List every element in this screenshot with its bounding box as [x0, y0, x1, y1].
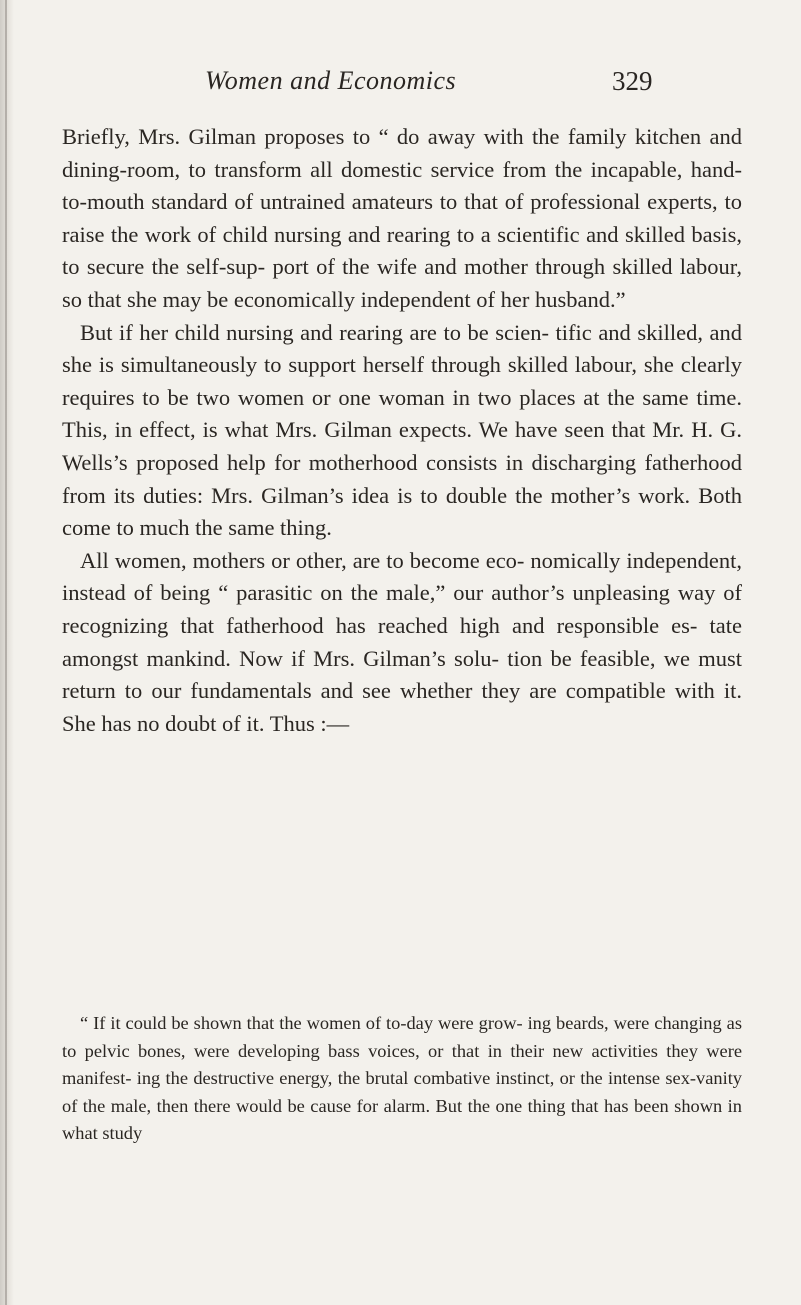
paragraph: But if her child nursing and rearing are to be scien- tific and skilled, and she is simultaneously to support herself through skilled labour, she clearly requires to be two women or one woman in two places at the same time. This, in effect, is what Mrs. Gilman expects. We have seen that Mr. H. G. Wells’s proposed help for motherhood consists in discharging fatherhood from its duties: Mrs. Gilman’s idea is to double the mother’s work. Both come to much the same thing. — [62, 319, 742, 541]
page-gutter — [0, 0, 14, 1305]
page-number: 329 — [612, 66, 653, 96]
gutter-edge-line — [5, 0, 7, 1305]
page-header — [0, 66, 801, 106]
body-text — [62, 121, 742, 740]
paragraph: All women, mothers or other, are to become eco- nomically independent, instead of being “ parasitic on the male,” our author’s unpleasing way of recognizing that fatherhood has reached high and responsible es- tate amongst mankind. Now if Mrs. Gilman’s solu- tion be feasible, we must return to our fundamentals and see whether they are compatible with it. She has no doubt of it. Thus :— — [62, 547, 742, 736]
paragraph: Briefly, Mrs. Gilman proposes to “ do away with the family kitchen and dining-room, to transform all domestic service from the incapable, hand-to-mouth standard of untrained amateurs to that of professional experts, to raise the work of child nursing and rearing to a scientific and skilled basis, to secure the self-sup- port of the wife and mother through skilled labour, so that she may be economically independent of her husband.” — [62, 124, 742, 312]
quote-text: “ If it could be shown that the women of to-day were grow- ing beards, were changing as to pelvic bones, were developing bass voices, or that in their new activities they were manifest- ing the destructive energy, the brutal combative instinct, or the intense sex-vanity of the male, then there would be cause for alarm. But the one thing that has been shown in what study — [62, 1013, 742, 1143]
running-title: Women and Economics — [205, 66, 457, 95]
block-quote — [62, 1010, 742, 1148]
